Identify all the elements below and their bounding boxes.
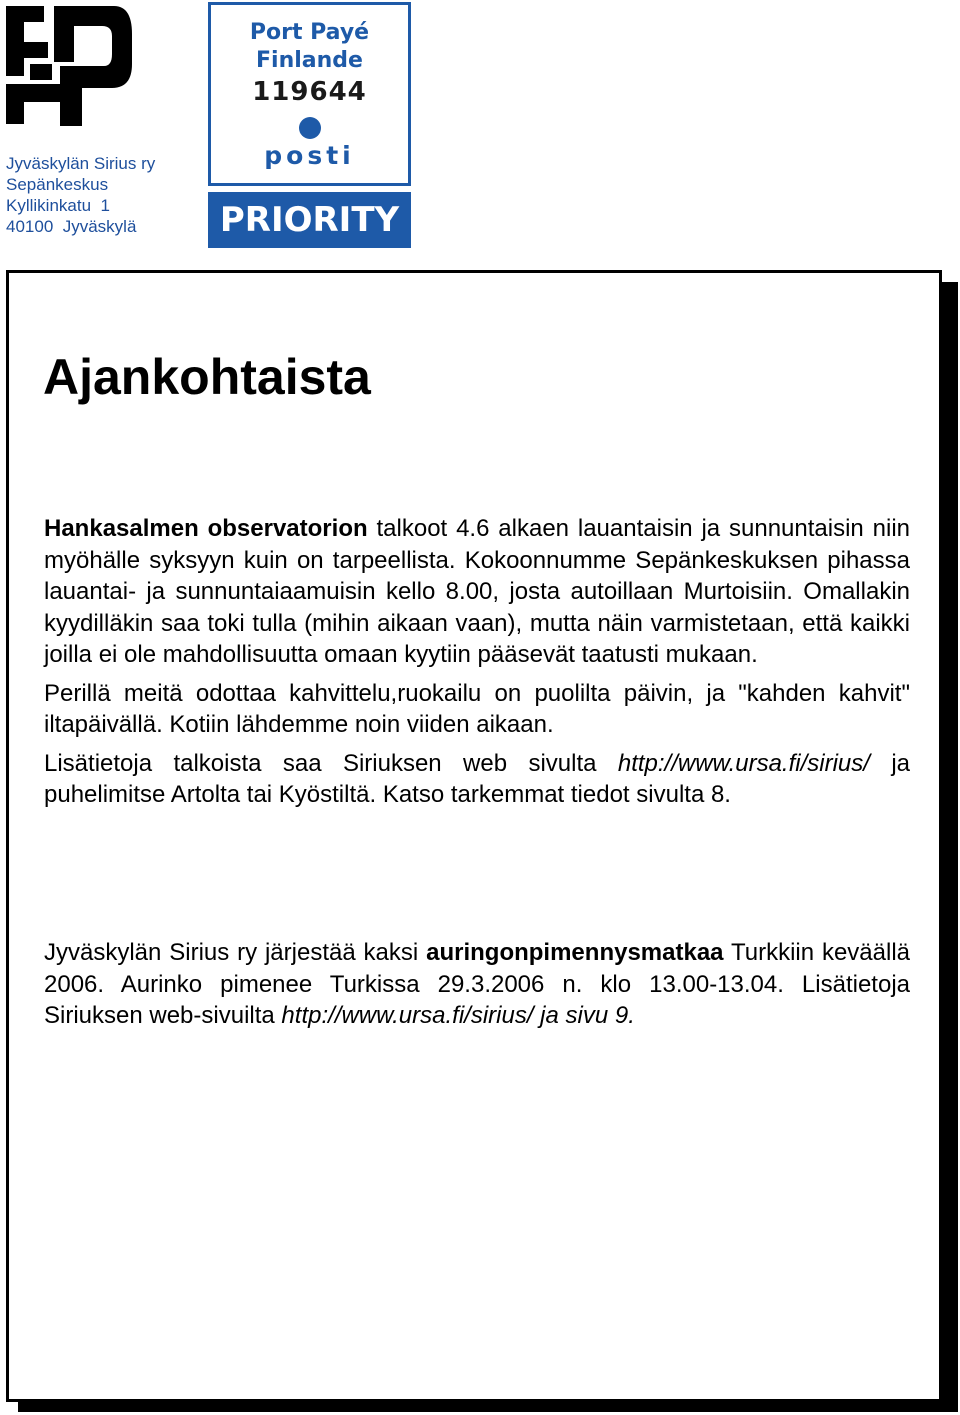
article-lead-text: talkoot 4.6 alkaen lauantaisin ja sunnuntaisin niin myöhälle syksyyn kuin on tarpeellista. Kokoonnumme Sepänkeskuksen pihassa lauantai- ja sunnuntaiaamuisin kello 8.00, josta autoillaan Murtoisiin. Omallakin kyydilläkin saa toki tulla (mihin aikaan vaan), mutta näin varmistetaan, että kaikki joilla ei ole mahdollisuutta omaan kyytiin pääsevät taatusti mukaan.: [44, 515, 910, 668]
sender-line: Sepänkeskus: [6, 175, 109, 194]
article-text: Turkkiin keväällä 2006. Aurinko pimenee Turkissa 29.3.2006 n. klo 13.00-13.04. Lisätietoja Siriuksen web-sivuilta: [44, 939, 911, 1029]
article-paragraph: [44, 937, 910, 1032]
sender-line: 40100 Jyväskylä: [6, 217, 137, 236]
article-paragraph: [44, 513, 910, 671]
postage-stamp: [208, 2, 411, 248]
article-eclipse: [44, 937, 910, 1032]
page-title: Ajankohtaista: [43, 349, 371, 405]
postage-line1: Port Payé: [249, 20, 370, 45]
sirius-logo-icon: [4, 4, 134, 128]
article-lead-bold: Hankasalmen observatorion: [44, 515, 368, 542]
article-text: ja puhelimitse Artolta tai Kyöstiltä. Katso tarkemmat tiedot sivulta 8.: [44, 749, 910, 808]
sender-address: [6, 153, 155, 237]
sender-line: Jyväskylän Sirius ry: [6, 154, 156, 173]
postage-box: [208, 2, 411, 186]
article-text: Lisätietoja talkoista saa Siriuksen web sivulta: [44, 749, 618, 777]
sender-line: Kyllikinkatu 1: [6, 196, 110, 215]
article-text: Jyväskylän Sirius ry järjestää kaksi: [44, 939, 427, 966]
article-paragraph: Perillä meitä odottaa kahvittelu,ruokailu on puolilta päivin, ja "kahden kahvit" iltapäivällä. Kotiin lähdemme noin viiden aikaan.: [44, 679, 910, 738]
web-link[interactable]: http://www.ursa.fi/sirius/: [617, 749, 870, 777]
postage-number: 119644: [252, 77, 367, 107]
priority-label: PRIORITY: [208, 192, 411, 248]
web-link[interactable]: http://www.ursa.fi/sirius/ ja sivu 9.: [281, 1002, 635, 1029]
article-paragraph: [44, 748, 910, 811]
posti-dot-icon: [299, 117, 321, 139]
article-observatory: [44, 513, 910, 811]
postage-line2: Finlande: [256, 48, 363, 73]
article-bold: auringonpimennysmatkaa: [426, 939, 724, 966]
content-frame: [6, 270, 942, 1402]
posti-brand: posti: [264, 141, 355, 170]
